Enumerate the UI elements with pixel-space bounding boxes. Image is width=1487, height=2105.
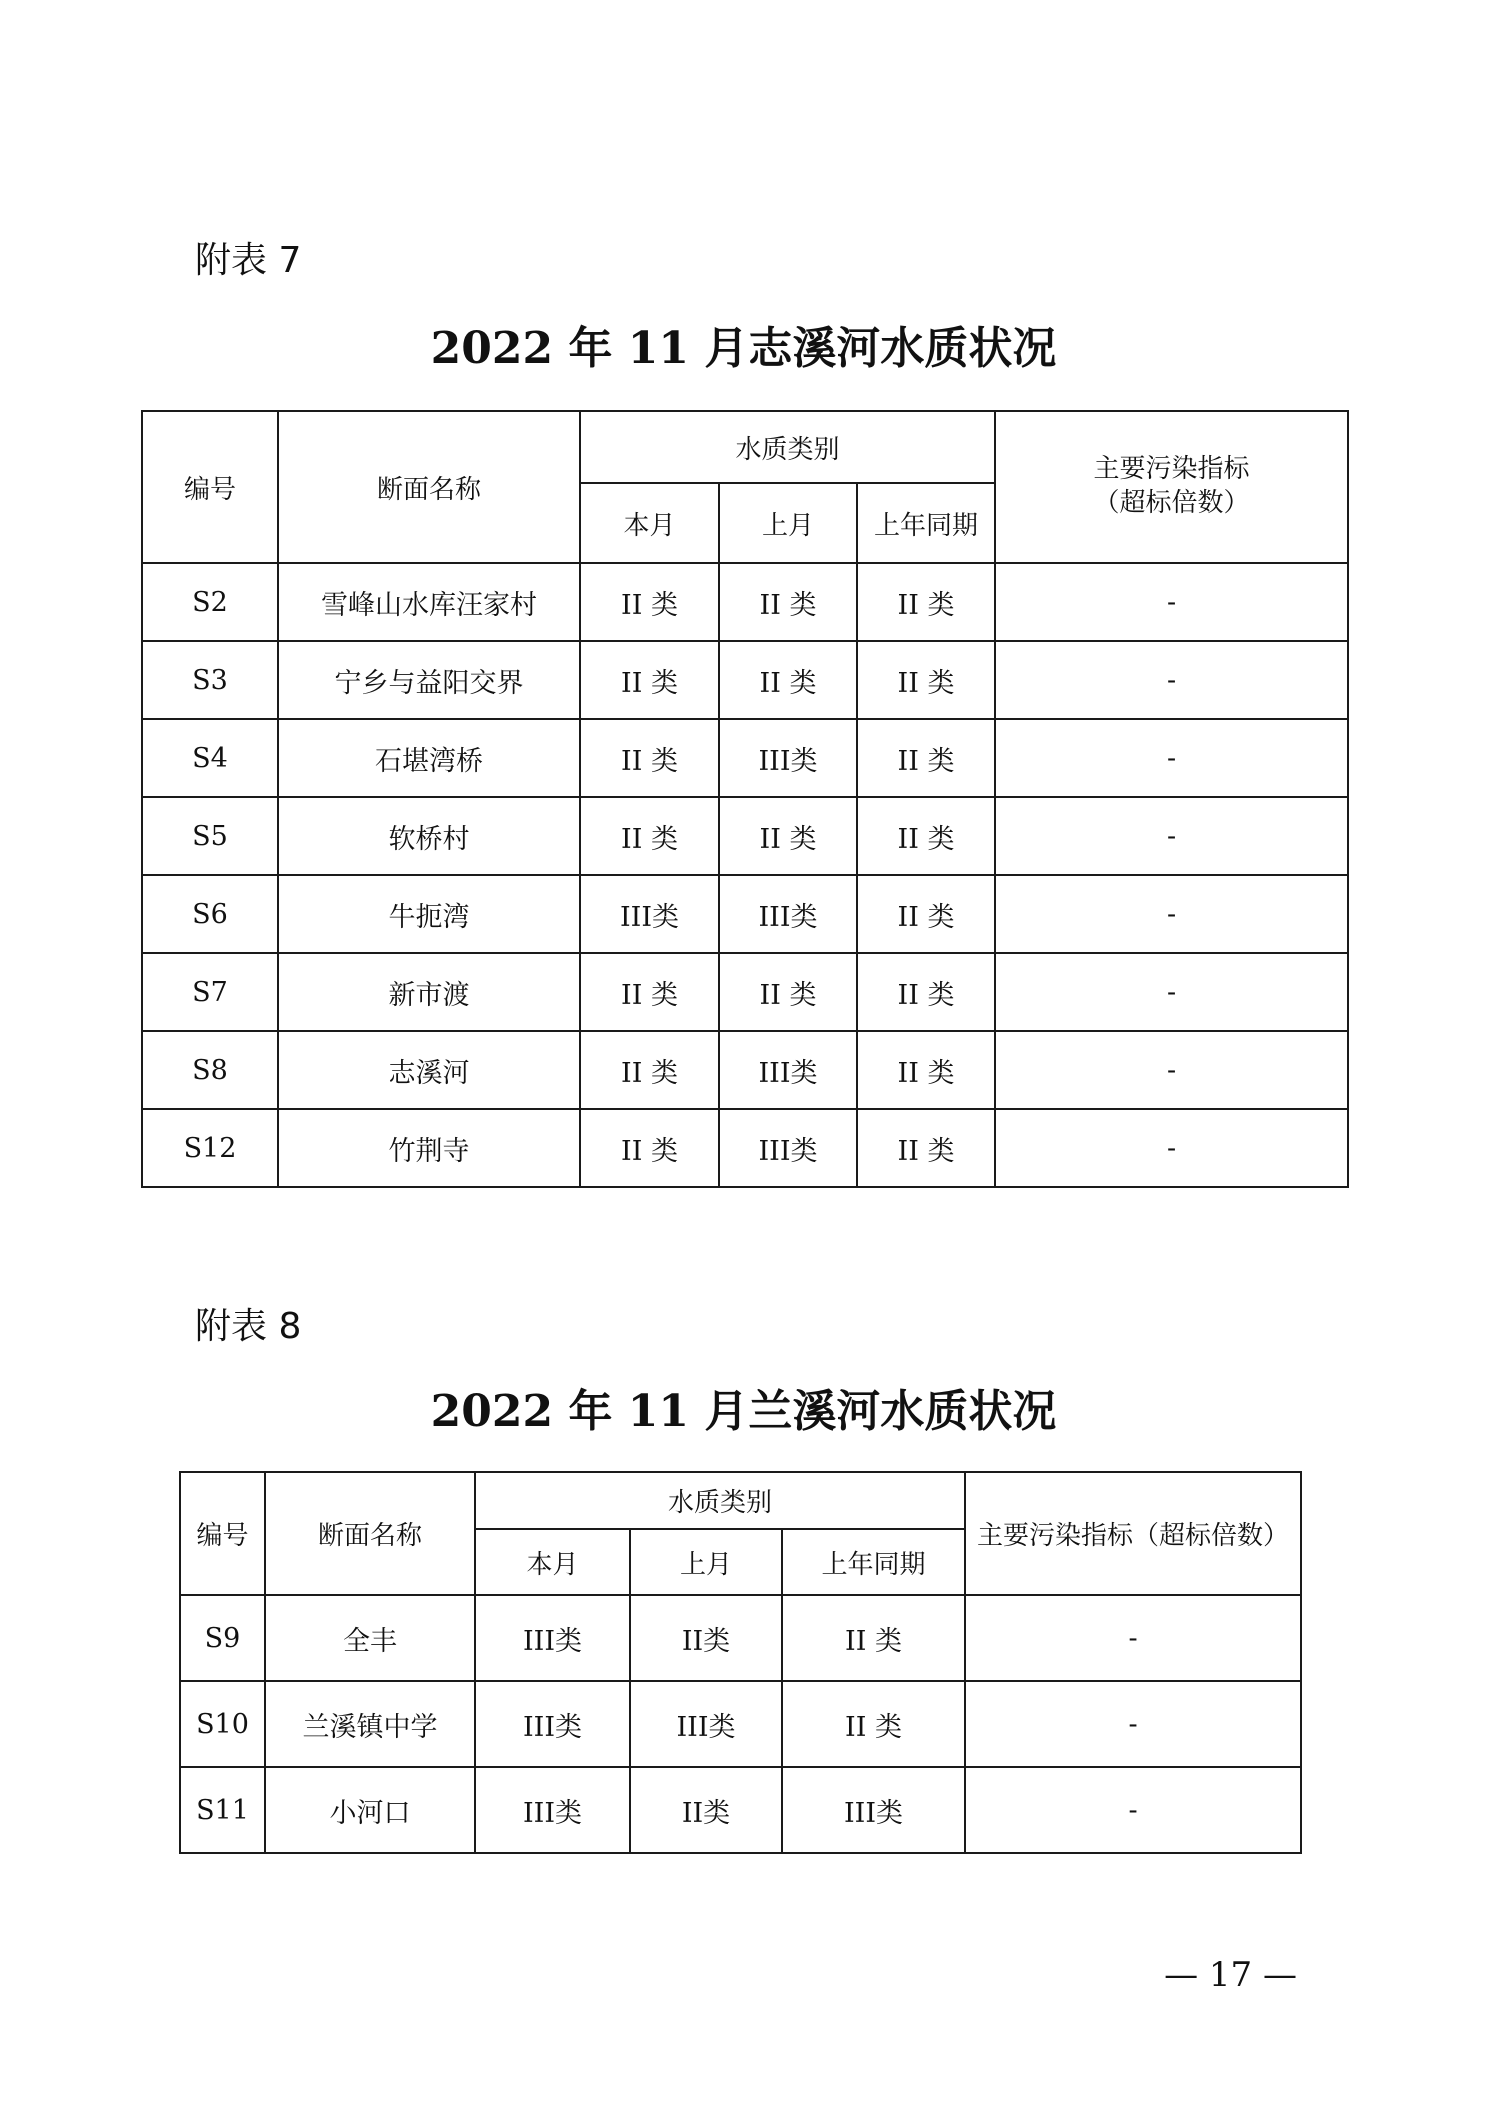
cell-id: S6 [142, 875, 278, 953]
cell-last-year: II 类 [857, 563, 995, 641]
table-row [142, 953, 1348, 1031]
table-row [142, 797, 1348, 875]
cell-last-month: III类 [630, 1681, 782, 1767]
cell-pollutant: - [995, 953, 1348, 1031]
cell-current: III类 [475, 1681, 630, 1767]
table-7-label: 附表 7 [195, 240, 302, 281]
header-name: 断面名称 [278, 411, 580, 563]
cell-current: II 类 [580, 953, 719, 1031]
cell-name: 宁乡与益阳交界 [278, 641, 580, 719]
cell-name: 软桥村 [278, 797, 580, 875]
cell-name: 小河口 [265, 1767, 475, 1853]
cell-pollutant: - [965, 1681, 1301, 1767]
cell-last-year: II 类 [857, 641, 995, 719]
cell-last-month: III类 [719, 719, 857, 797]
cell-pollutant: - [995, 875, 1348, 953]
table-row [180, 1595, 1301, 1681]
cell-last-year: II 类 [857, 953, 995, 1031]
header-pollutant: 主要污染指标（超标倍数） [965, 1472, 1301, 1595]
table-8-body [180, 1595, 1301, 1853]
page-number: — 17 — [1164, 1955, 1297, 1995]
cell-last-month: II类 [630, 1767, 782, 1853]
table-row [142, 1109, 1348, 1187]
cell-last-month: II 类 [719, 953, 857, 1031]
header-id: 编号 [142, 411, 278, 563]
table-row [142, 641, 1348, 719]
cell-current: III类 [475, 1767, 630, 1853]
cell-last-year: II 类 [857, 1109, 995, 1187]
header-last-year: 上年同期 [857, 483, 995, 563]
header-id: 编号 [180, 1472, 265, 1595]
cell-id: S3 [142, 641, 278, 719]
header-pollutant: 主要污染指标 （超标倍数） [995, 411, 1348, 563]
cell-pollutant: - [995, 1109, 1348, 1187]
cell-last-year: II 类 [857, 875, 995, 953]
header-quality: 水质类别 [580, 411, 995, 483]
cell-current: II 类 [580, 797, 719, 875]
cell-name: 雪峰山水库汪家村 [278, 563, 580, 641]
cell-pollutant: - [995, 563, 1348, 641]
cell-last-year: II 类 [782, 1595, 965, 1681]
cell-last-year: II 类 [857, 719, 995, 797]
cell-current: II 类 [580, 563, 719, 641]
header-last-year: 上年同期 [782, 1529, 965, 1595]
cell-name: 牛扼湾 [278, 875, 580, 953]
cell-pollutant: - [995, 1031, 1348, 1109]
header-name: 断面名称 [265, 1472, 475, 1595]
cell-id: S2 [142, 563, 278, 641]
header-current: 本月 [475, 1529, 630, 1595]
cell-last-year: II 类 [782, 1681, 965, 1767]
cell-current: III类 [580, 875, 719, 953]
cell-last-month: III类 [719, 875, 857, 953]
table-8-label: 附表 8 [195, 1306, 302, 1347]
cell-id: S4 [142, 719, 278, 797]
cell-id: S7 [142, 953, 278, 1031]
cell-id: S12 [142, 1109, 278, 1187]
cell-pollutant: - [995, 641, 1348, 719]
header-last-month: 上月 [630, 1529, 782, 1595]
cell-last-month: II 类 [719, 797, 857, 875]
header-current: 本月 [580, 483, 719, 563]
cell-name: 新市渡 [278, 953, 580, 1031]
cell-last-year: II 类 [857, 1031, 995, 1109]
cell-name: 全丰 [265, 1595, 475, 1681]
cell-name: 兰溪镇中学 [265, 1681, 475, 1767]
cell-pollutant: - [965, 1595, 1301, 1681]
table-7 [141, 410, 1349, 1188]
cell-current: II 类 [580, 719, 719, 797]
cell-current: II 类 [580, 1031, 719, 1109]
cell-id: S5 [142, 797, 278, 875]
cell-last-year: II 类 [857, 797, 995, 875]
table-row [180, 1681, 1301, 1767]
cell-last-month: III类 [719, 1109, 857, 1187]
table-8-title: 2022 年 11 月兰溪河水质状况 [430, 1386, 1057, 1437]
cell-pollutant: - [995, 797, 1348, 875]
table-row [142, 563, 1348, 641]
cell-id: S11 [180, 1767, 265, 1853]
cell-name: 石堪湾桥 [278, 719, 580, 797]
cell-last-month: II 类 [719, 563, 857, 641]
cell-id: S8 [142, 1031, 278, 1109]
table-row [142, 875, 1348, 953]
table-8 [179, 1471, 1302, 1854]
table-row [180, 1767, 1301, 1853]
cell-id: S10 [180, 1681, 265, 1767]
table-7-body [142, 563, 1348, 1187]
table-7-title: 2022 年 11 月志溪河水质状况 [430, 323, 1057, 374]
cell-last-month: II 类 [719, 641, 857, 719]
cell-last-year: III类 [782, 1767, 965, 1853]
cell-current: II 类 [580, 1109, 719, 1187]
header-last-month: 上月 [719, 483, 857, 563]
cell-current: III类 [475, 1595, 630, 1681]
cell-current: II 类 [580, 641, 719, 719]
table-row [142, 1031, 1348, 1109]
cell-name: 竹荆寺 [278, 1109, 580, 1187]
table-row [142, 719, 1348, 797]
cell-pollutant: - [995, 719, 1348, 797]
cell-last-month: II类 [630, 1595, 782, 1681]
header-quality: 水质类别 [475, 1472, 965, 1529]
cell-id: S9 [180, 1595, 265, 1681]
cell-last-month: III类 [719, 1031, 857, 1109]
cell-name: 志溪河 [278, 1031, 580, 1109]
cell-pollutant: - [965, 1767, 1301, 1853]
